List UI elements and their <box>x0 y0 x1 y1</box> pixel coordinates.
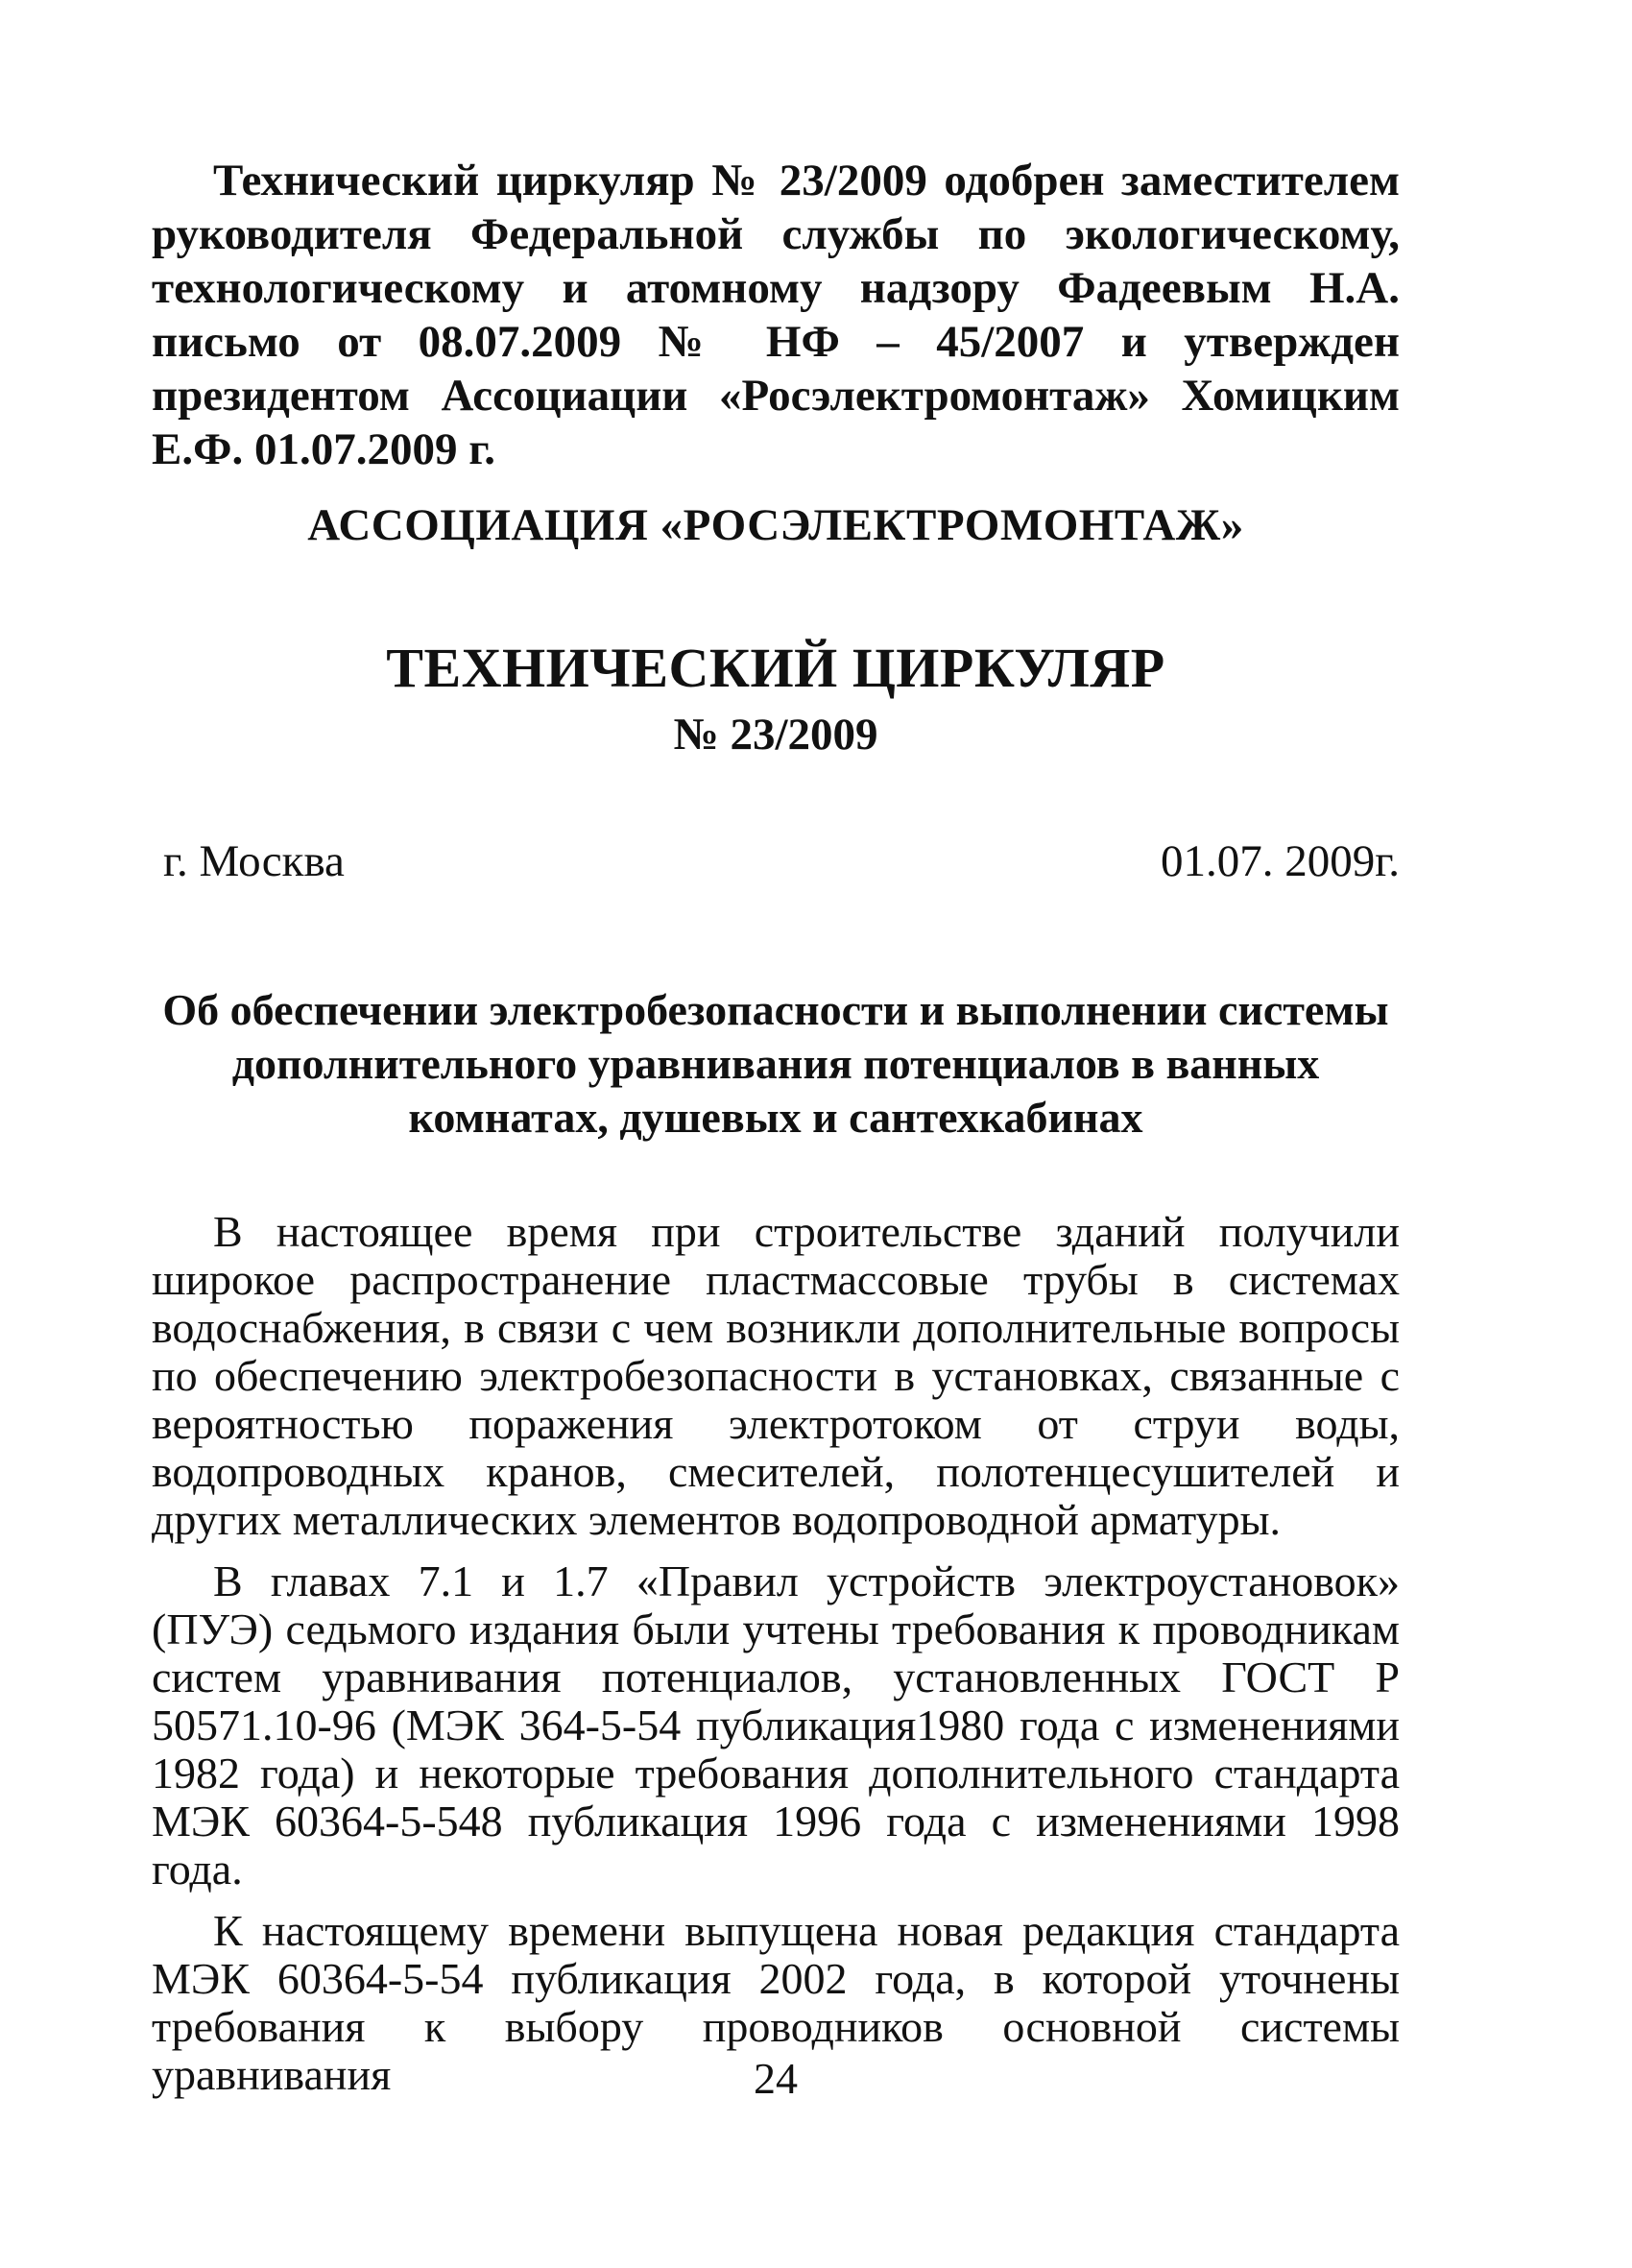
paragraph: К настоящему времени выпущена новая редакция стандарта МЭК 60364-5-54 публикация 2002 года, в которой уточнены требования к выбору проводников основной системы уравнивания <box>152 1906 1400 2099</box>
document-date: 01.07. 2009г. <box>1161 836 1400 886</box>
place-date-line <box>152 835 1400 893</box>
paragraph: В главах 7.1 и 1.7 «Правил устройств электроустановок» (ПУЭ) седьмого издания были учтены требования к проводникам систем уравнивания потенциалов, установленных ГОСТ Р 50571.10-96 (МЭК 364-5-54 публикация1980 года с изменениями 1982 года) и некоторые требования дополнительного стандарта МЭК 60364-5-548 публикация 1996 года с изменениями 1998 года. <box>152 1556 1400 1894</box>
page-number: 24 <box>754 2054 798 2103</box>
organization-title: АССОЦИАЦИЯ «РОСЭЛЕКТРОМОНТАЖ» <box>307 500 1244 550</box>
document-number: № 23/2009 <box>673 710 878 760</box>
city: г. Москва <box>163 836 345 886</box>
body-text <box>152 1208 1400 2112</box>
paragraph: В настоящее время при строительстве зданий получили широкое распространение пластмассовые трубы в системах водоснабжения, в связи с чем возникли дополнительные вопросы по обеспечению электробезопасности в установках, связанные с вероятностью поражения электротоком от струи воды, водопроводных кранов, смесителей, полотенцесушителей и других металлических элементов водопроводной арматуры. <box>152 1207 1400 1544</box>
document-type-title: ТЕХНИЧЕСКИЙ ЦИРКУЛЯР <box>386 637 1165 699</box>
approval-note: Технический циркуляр № 23/2009 одобрен заместителем руководителя Федеральной службы по экологическому, технологическому и атомному надзору Фадеевым Н.А. письмо от 08.07.2009 № НФ – 45/2007 и утвержден президентом Ассоциации «Росэлектромонтаж» Хомицким Е.Ф. 01.07.2009 г. <box>152 156 1400 474</box>
document-subject: Об обеспечении электробезопасности и выполнении системы дополнительного уравнивания потенциалов в ванных комнатах, душевых и сантехкабинах <box>162 985 1389 1142</box>
